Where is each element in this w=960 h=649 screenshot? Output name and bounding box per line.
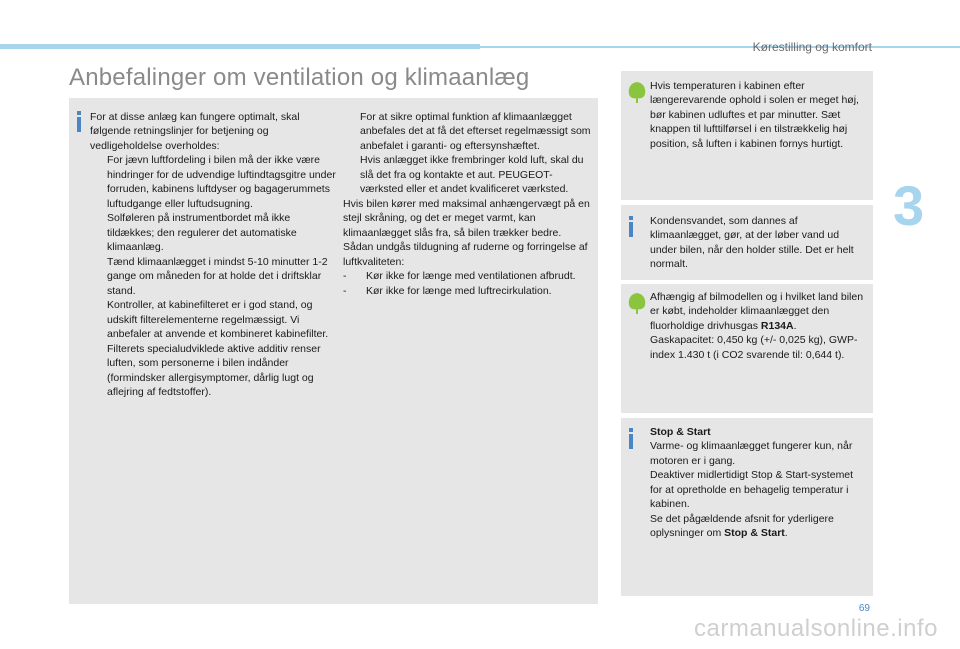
header-rule-left: [0, 44, 480, 49]
page-number: 69: [858, 603, 870, 614]
tip-text-ventilation: Hvis temperaturen i kabinen efter længerevarende ophold i solen er meget høj, bør kabinen udluftes et par minutter. Sæt knappen til lufttilførsel i en tilstrækkelig høj position, så luften i kabinen fornys hurtigt.: [650, 80, 859, 150]
list-item: Tænd klimaanlægget i mindst 5-10 minutter 1-2 gange om måneden for at holde det i driftsklar stand.: [107, 255, 328, 297]
list-item: - Kør ikke for længe med luftrecirkulation.: [343, 284, 552, 297]
page-title: Anbefalinger om ventilation og klimaanlæg: [69, 64, 530, 91]
watermark: carmanualsonline.info: [694, 615, 938, 642]
intro-text: For at disse anlæg kan fungere optimalt, skal følgende retningslinjer for betjening og vedligeholdelse overholdes:: [90, 111, 300, 152]
list-item: Kontroller, at kabinefilteret er i god stand, og udskift filterelementerne regelmæssigt. Vi anbefaler at anvende et kombineret kabinefilter. Filterets specialudviklede aktive additiv renser luften, som personerne i bilen indånder (formindsker allergisymptomer, dårlig lugt og aflejring af fedtstoffer).: [107, 299, 329, 399]
list-item: For at sikre optimal funktion af klimaanlægget anbefales det at få det efterset regelmæssigt som anbefalet i garanti- og eftersynshæftet.: [360, 111, 591, 152]
header-rule-right: [480, 46, 960, 48]
stop-start-title: Stop & Start: [650, 426, 711, 438]
info-text-stop-start: Stop & Start Varme- og klimaanlægget fungerer kun, når motoren er i gang. Deaktiver midlertidigt Stop & Start-systemet for at opretholde en behagelig temperatur i kabinen. Se det pågældende afsnit for yderligere oplysninger om Stop & Start.: [650, 425, 868, 541]
chapter-number: 3: [893, 174, 925, 237]
paragraph: Hvis bilen kører med maksimal anhængervægt på en stejl skråning, og det er meget varmt, kan klimaanlægget slås fra, så bilen trækker bedre.: [343, 197, 590, 239]
right-column: [343, 110, 591, 298]
info-text-condensation: Kondensvandet, som dannes af klimaanlægget, gør, at der løber vand ud under bilen, når den holder stille. Det er helt normalt.: [650, 215, 854, 271]
list-item: Solføleren på instrumentbordet må ikke tildækkes; den regulerer det automatiske klimaanlæg.: [107, 212, 297, 254]
eco-leaf-icon: [627, 80, 647, 104]
tip-text-gas: Afhængig af bilmodellen og i hvilket land bilen er købt, indeholder klimaanlægget den fluorholdige drivhusgas R134A. Gaskapacitet: 0,450 kg (+/- 0,025 kg), GWP-index 1.430 t (i CO2 svarende til: 0,644 t).: [650, 291, 864, 361]
list-item: For jævn luftfordeling i bilen må der ikke være hindringer for de udvendige luftindtagsgitre under forruden, kabinens luftdyser og bagagerummets luftudgange eller luftudsugning.: [107, 154, 336, 210]
paragraph: Sådan undgås tildugning af ruderne og forringelse af luftkvaliteten:: [343, 241, 588, 268]
left-column: [90, 110, 340, 400]
list-item: - Kør ikke for længe med ventilationen afbrudt.: [343, 270, 576, 283]
eco-leaf-icon: [627, 291, 647, 315]
list-item: Hvis anlægget ikke frembringer kold luft, skal du slå det fra og kontakte et aut. PEUGEOT-værksted eller et andet kvalificeret værksted.: [360, 154, 584, 196]
section-heading: Kørestilling og komfort: [752, 40, 872, 54]
